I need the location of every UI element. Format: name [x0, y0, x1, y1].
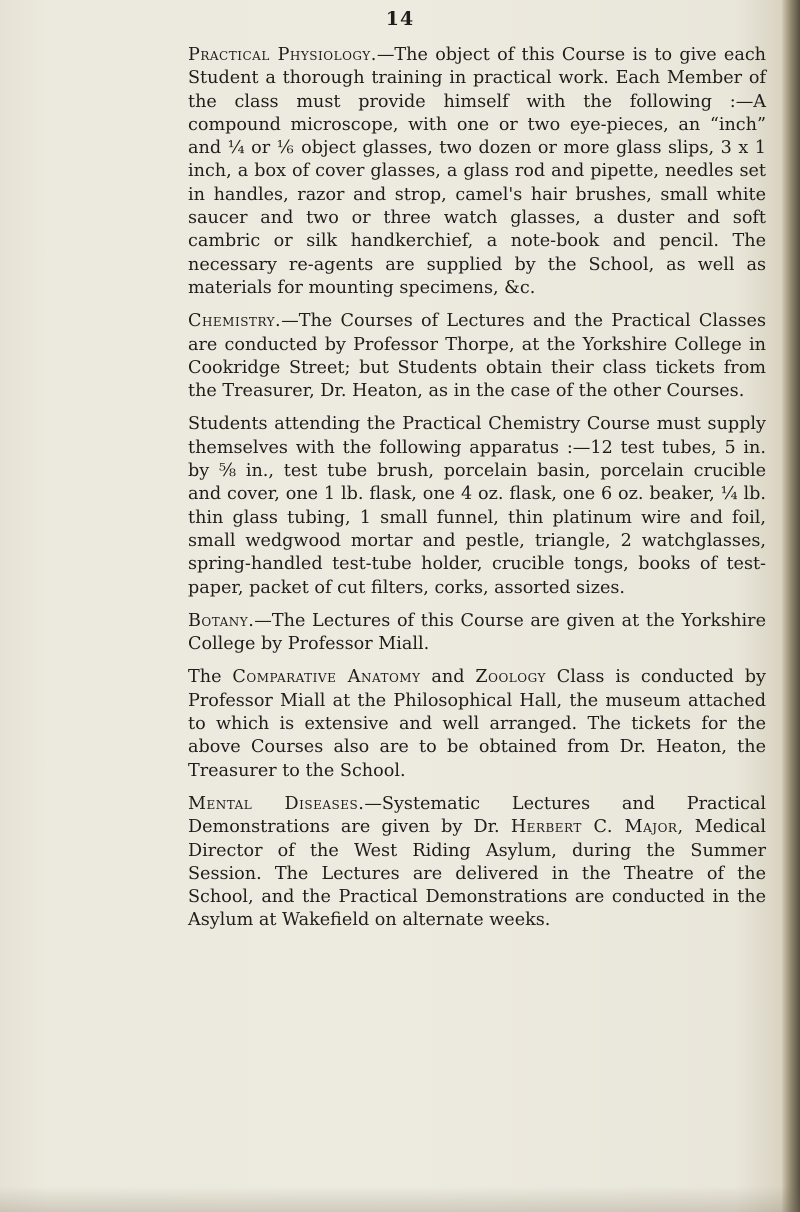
paragraph-text: Class is conducted by Professor Miall at the Philosophical Hall, the museum attached to which is extensive and well arranged. The tickets for the above Courses also are to be obtained from Dr. Heaton, the Treasurer to the School.: [188, 667, 766, 781]
page-bottom-shadow: [0, 1186, 800, 1212]
paragraph-prefix: The: [188, 667, 233, 688]
person-name: Herbert C. Major,: [510, 817, 684, 838]
paragraph-text: —The object of this Course is to give each Student a thorough training in practical work. Each Member of the class must provide himself with the following :—A compound microscope, with one or two eye-pieces, an “inch” and ¼ or ⅙ object glasses, two dozen or more glass slips, 3 x 1 inch, a box of cover glasses, a glass rod and pipette, needles set in handles, razor and strop, camel's hair brushes, small white saucer and two or three watch glasses, a duster and soft cambric or silk handkerchief, a note-book and pencil. The necessary re-agents are supplied by the School, as well as materials for mounting specimens, &c.: [188, 45, 767, 298]
section-heading-zoology: Zoology: [475, 667, 546, 688]
paragraph-botany: [188, 610, 766, 657]
paragraph-text: Students attending the Practical Chemistry Course must supply themselves with the following apparatus :—12 test tubes, 5 in. by ⅝ in., test tube brush, porcelain basin, porcelain crucible and cover, one 1 lb. flask, one 4 oz. flask, one 6 oz. beaker, ¼ lb. thin glass tubing, 1 small funnel, thin platinum wire and foil, small wedgwood mortar and pestle, triangle, 2 watchglasses, spring-handled test-tube holder, crucible tongs, books of test-paper, packet of cut filters, corks, assorted sizes.: [188, 414, 766, 598]
section-heading-botany: Botany.: [188, 610, 255, 631]
paragraph-text: —Systematic Lectures and Practical Demonstrations are given by Dr.: [188, 793, 767, 838]
paragraph-conjunction: and: [420, 667, 476, 688]
section-heading-chemistry: Chemistry.: [188, 311, 282, 332]
page-body: [188, 44, 766, 943]
page-binding-edge: [782, 0, 800, 1212]
paragraph-practical-physiology: [188, 44, 766, 300]
section-heading-comparative-anatomy: Comparative Anatomy: [232, 667, 421, 688]
paragraph-comparative-anatomy: [188, 666, 766, 782]
paragraph-chemistry-apparatus: [188, 413, 766, 599]
paragraph-text: —The Courses of Lectures and the Practical Classes are conducted by Professor Thorpe, at the Yorkshire College in Cookridge Street; but Students obtain their class tickets from the Treasurer, Dr. Heaton, as in the case of the other Courses.: [188, 311, 766, 402]
section-heading-practical-physiology: Practical Physiology.: [188, 45, 377, 65]
page-number: 14: [385, 8, 415, 30]
paragraph-text: —The Lectures of this Course are given at the Yorkshire College by Professor Miall.: [188, 610, 766, 655]
paragraph-chemistry: [188, 310, 766, 403]
paragraph-mental-diseases: [188, 793, 766, 933]
paragraph-text: Medical Director of the West Riding Asylum, during the Summer Session. The Lectures are delivered in the Theatre of the School, and the Practical Demonstrations are conducted in the Asylum at Wakefield on alternate weeks.: [188, 817, 766, 931]
section-heading-mental-diseases: Mental Diseases.: [188, 793, 365, 814]
